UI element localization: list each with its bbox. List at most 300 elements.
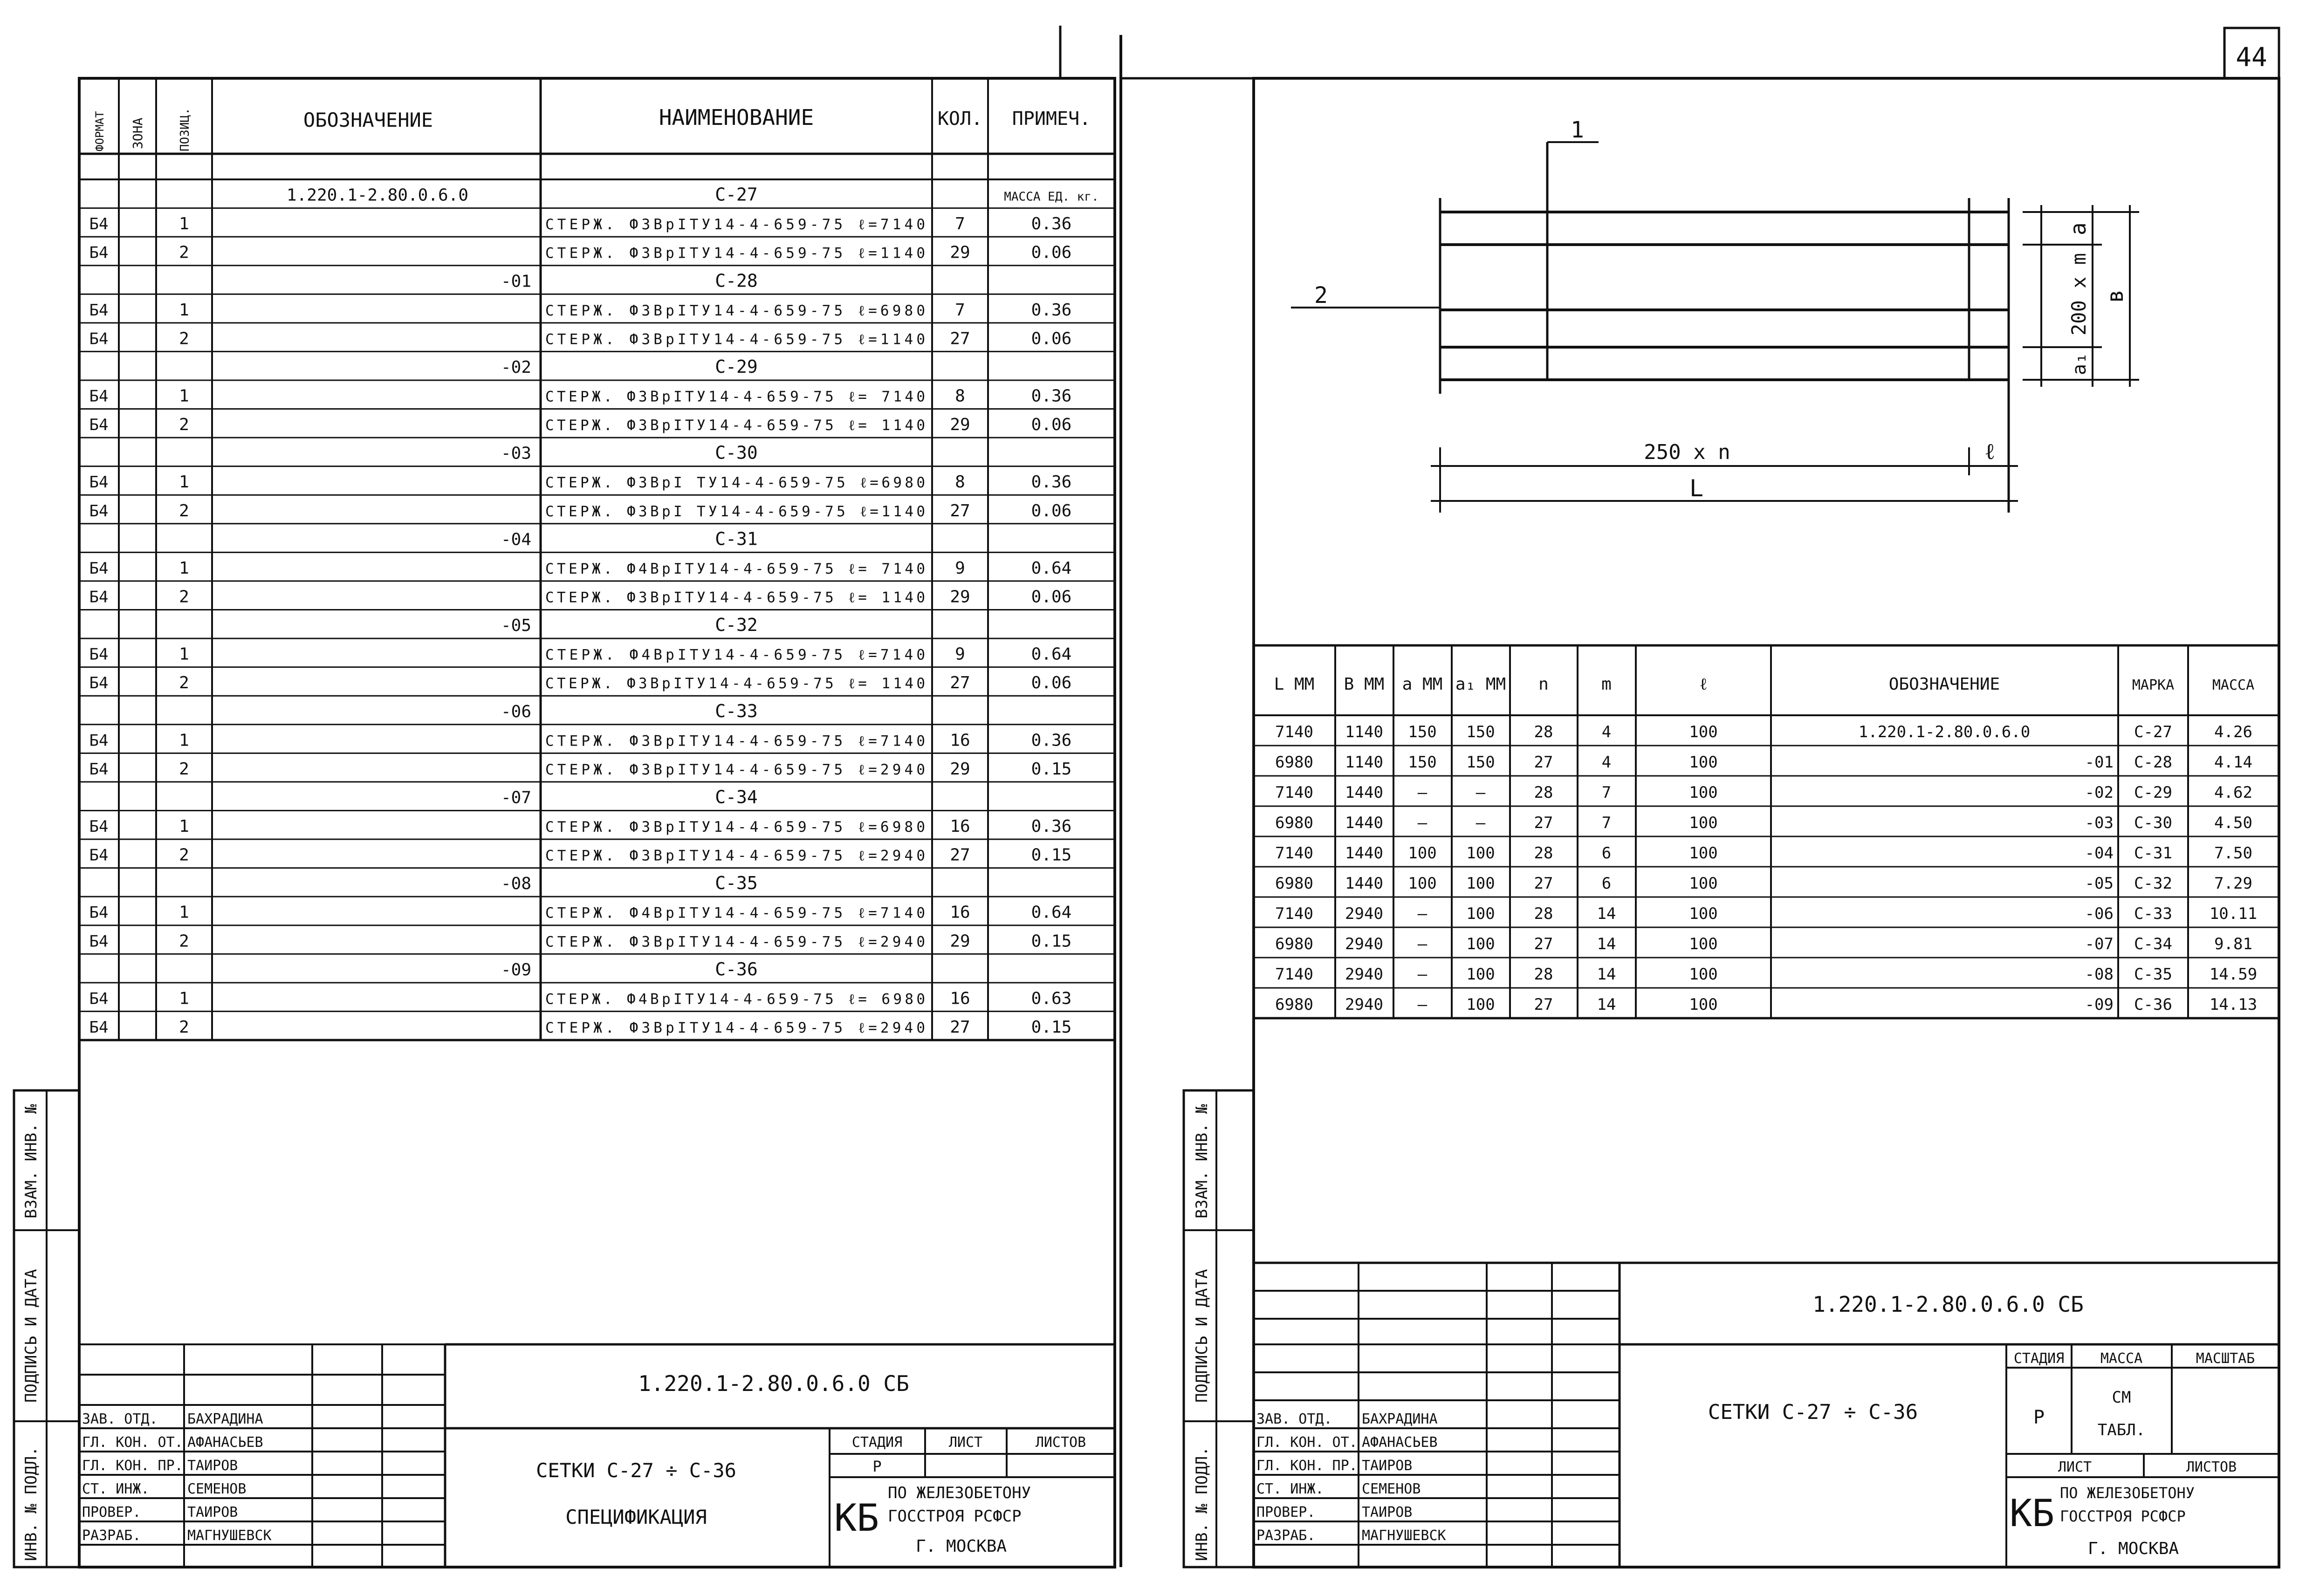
hdr-format: ФОРМАТ [93,111,106,151]
staff-name: АФАНАСЬЕВ [187,1434,263,1451]
staff-role: ГЛ. КОН. ОТ. [1256,1434,1358,1451]
cell-format: Б4 [89,817,109,836]
cell-mass: 7.50 [2214,843,2252,863]
cell-name: СТЕРЖ. Ф3ВрIТУ14-4-659-75 ℓ=6980 [545,302,925,319]
cell-qty: 27 [950,1017,970,1037]
cell-n: 27 [1534,934,1553,953]
cell-a1: 100 [1466,965,1495,984]
cell-mark: С-31 [2134,843,2172,863]
left-stage-header: СТАДИЯ [851,1434,903,1451]
cell-name: С-30 [715,442,758,463]
hdr-note: ПРИМЕЧ. [1012,108,1091,130]
callout-1: 1 [1571,117,1584,143]
staff-role: ГЛ. КОН. ПР. [1256,1458,1358,1474]
staff-role: ПРОВЕР. [1256,1504,1316,1521]
cell-n: 28 [1534,722,1553,741]
left-doc-code: 1.220.1-2.80.0.6.0 СБ [638,1371,909,1396]
cell-name: СТЕРЖ. Ф3ВрIТУ14-4-659-75 ℓ=7140 [545,733,925,750]
staff-role: ПРОВЕР. [82,1504,141,1521]
cell-d: -07 [2085,934,2114,953]
cell-qty: 8 [955,386,965,406]
cell-mark: С-28 [2134,753,2172,772]
cell-b: 1140 [1345,722,1383,741]
right-sheet-header: ЛИСТ [2058,1459,2092,1475]
right-sheet [1121,28,2279,1567]
cell-mark: С-33 [2134,904,2172,923]
cell-position: 2 [179,932,189,951]
cell-designation: -08 [501,874,531,894]
staff-role: ЗАВ. ОТД. [1256,1411,1332,1427]
cell-a1: — [1476,783,1486,802]
cell-m: 4 [1601,753,1612,772]
cell-note: 0.64 [1031,644,1072,664]
cell-a: — [1417,783,1428,802]
column-header: МАРКА [2132,677,2175,693]
cell-l: 100 [1689,843,1718,863]
cell-position: 1 [179,903,189,922]
cell-n: 27 [1534,874,1553,893]
cell-d: -01 [2085,753,2114,772]
left-title-line1: СЕТКИ С-27 ÷ С-36 [536,1459,736,1482]
cell-mark: С-29 [2134,783,2172,802]
cell-mass: 14.59 [2209,965,2258,984]
column-header: ℓ [1699,675,1708,694]
cell-qty: 29 [950,932,970,951]
cell-l: 6980 [1275,995,1313,1014]
cell-note: 0.36 [1031,214,1072,234]
cell-qty: 27 [950,501,970,521]
cell-name: СТЕРЖ. Ф4ВрIТУ14-4-659-75 ℓ=7140 [545,904,925,922]
cell-a: — [1417,904,1428,923]
cell-designation: 1.220.1-2.80.0.6.0 [286,185,469,205]
cell-format: Б4 [89,329,109,349]
column-header: a₁ ММ [1455,675,1506,694]
cell-l: 100 [1689,904,1718,923]
cell-n: 27 [1534,753,1553,772]
cell-note: 0.06 [1031,673,1072,693]
staff-role: СТ. ИНЖ. [1256,1481,1324,1497]
cell-format: Б4 [89,903,109,922]
cell-format: Б4 [89,760,109,779]
cell-a1: — [1476,813,1486,832]
cell-position: 2 [179,673,189,693]
cell-a: 100 [1408,843,1437,863]
cell-mass: 4.62 [2214,783,2252,802]
cell-a1: 100 [1466,995,1495,1014]
cell-a1: 150 [1466,753,1495,772]
cell-name: СТЕРЖ. Ф3ВрIТУ14-4-659-75 ℓ=1140 [545,331,925,348]
cell-n: 27 [1534,813,1553,832]
cell-note: МАССА ЕД. кг. [1004,190,1099,204]
cell-qty: 27 [950,329,970,349]
right-sheets-header: ЛИСТОВ [2186,1459,2237,1475]
cell-format: Б4 [89,1018,109,1037]
cell-position: 2 [179,501,189,521]
cell-position: 1 [179,386,189,406]
cell-mass: 14.13 [2209,995,2258,1014]
right-stage-header: СТАДИЯ [2013,1350,2065,1367]
cell-n: 27 [1534,995,1553,1014]
cell-qty: 8 [955,473,965,492]
dim-a1: a₁ [2069,352,2090,375]
cell-n: 28 [1534,965,1553,984]
cell-l: 7140 [1275,843,1313,863]
right-title: СЕТКИ С-27 ÷ С-36 [1708,1400,1918,1424]
cell-position: 1 [179,731,189,750]
cell-l: 100 [1689,874,1718,893]
cell-format: Б4 [89,215,109,234]
hdr-qty: КОЛ. [937,108,983,130]
staff-name: СЕМЕНОВ [187,1481,247,1497]
staff-name: БАХРАДИНА [1362,1411,1438,1427]
cell-qty: 7 [955,300,965,320]
right-mark-table [1254,645,2279,1018]
staff-role: РАЗРАБ. [82,1528,141,1544]
cell-b: 2940 [1345,995,1383,1014]
cell-note: 0.36 [1031,300,1072,320]
staff-name: МАГНУШЕВСК [1362,1528,1446,1544]
cell-name: СТЕРЖ. Ф4ВрIТУ14-4-659-75 ℓ= 6980 [545,991,925,1008]
cell-name: СТЕРЖ. Ф3ВрIТУ14-4-659-75 ℓ=6980 [545,819,925,836]
cell-mass: 4.26 [2214,722,2252,741]
cell-m: 7 [1601,783,1612,802]
cell-name: С-35 [715,873,758,894]
cell-position: 1 [179,989,189,1008]
cell-d: -08 [2085,965,2114,984]
cell-l: 6980 [1275,813,1313,832]
cell-d: -05 [2085,874,2114,893]
right-org-mark: КБ [2010,1492,2055,1535]
cell-note: 0.36 [1031,386,1072,406]
cell-format: Б4 [89,674,109,693]
cell-qty: 29 [950,243,970,262]
cell-name: СТЕРЖ. Ф3ВрIТУ14-4-659-75 ℓ=2940 [545,847,925,864]
cell-format: Б4 [89,559,109,578]
cell-position: 1 [179,473,189,492]
cell-format: Б4 [89,473,109,492]
cell-name: С-29 [715,356,758,377]
cell-note: 0.06 [1031,501,1072,521]
cell-name: СТЕРЖ. Ф3ВрI ТУ14-4-659-75 ℓ=6980 [545,474,925,492]
cell-position: 1 [179,300,189,320]
cell-l: 100 [1689,934,1718,953]
cell-mark: С-34 [2134,934,2172,953]
column-header: n [1538,675,1549,694]
staff-name: МАГНУШЕВСК [187,1528,272,1544]
cell-b: 2940 [1345,934,1383,953]
cell-d: -03 [2085,813,2114,832]
cell-b: 1440 [1345,813,1383,832]
cell-name: С-27 [715,184,758,205]
cell-l: 100 [1689,813,1718,832]
staff-role: СТ. ИНЖ. [82,1481,150,1497]
cell-l: 6980 [1275,874,1313,893]
cell-a: — [1417,995,1428,1014]
cell-mass: 9.81 [2214,934,2252,953]
cell-designation: -06 [501,702,531,721]
cell-b: 2940 [1345,965,1383,984]
cell-position: 2 [179,759,189,779]
cell-note: 0.06 [1031,415,1072,435]
dim-pitch-vertical: 200 x m [2067,253,2090,336]
right-title-block [1254,1263,2279,1567]
column-header: L ММ [1274,675,1315,694]
cell-a: 100 [1408,874,1437,893]
staff-name: ТАИРОВ [187,1458,238,1474]
cell-name: СТЕРЖ. Ф3ВрIТУ14-4-659-75 ℓ= 1140 [545,417,925,434]
cell-qty: 9 [955,644,965,664]
cell-l: 6980 [1275,753,1313,772]
cell-d: -06 [2085,904,2114,923]
cell-name: СТЕРЖ. Ф3ВрIТУ14-4-659-75 ℓ= 7140 [545,388,925,405]
cell-designation: -02 [501,357,531,377]
cell-designation: -04 [501,530,531,549]
cell-position: 2 [179,845,189,865]
side-label-inv-right: ИНВ. № ПОДЛ. [1193,1446,1211,1561]
staff-name: ТАИРОВ [187,1504,238,1521]
cell-l: 7140 [1275,783,1313,802]
dim-a: a [2066,222,2091,235]
cell-qty: 27 [950,673,970,693]
cell-a: — [1417,934,1428,953]
hdr-designation: ОБОЗНАЧЕНИЕ [303,109,433,131]
column-header: a ММ [1402,675,1443,694]
cell-note: 0.36 [1031,817,1072,836]
cell-format: Б4 [89,501,109,521]
cell-m: 4 [1601,722,1612,741]
cell-note: 0.36 [1031,473,1072,492]
left-org-line1: ПО ЖЕЛЕЗОБЕТОНУ [888,1484,1031,1502]
staff-name: СЕМЕНОВ [1362,1481,1421,1497]
cell-a1: 100 [1466,874,1495,893]
cell-l: 7140 [1275,904,1313,923]
cell-format: Б4 [89,846,109,865]
mesh-drawing [1291,117,2139,513]
cell-name: СТЕРЖ. Ф3ВрIТУ14-4-659-75 ℓ=2940 [545,1019,925,1036]
cell-m: 6 [1601,874,1612,893]
cell-designation: -05 [501,616,531,636]
side-label-vzam-right: ВЗАМ. ИНВ. № [1193,1104,1211,1219]
staff-name: ТАИРОВ [1362,1504,1413,1521]
cell-d: 1.220.1-2.80.0.6.0 [1858,722,2031,741]
cell-designation: -01 [501,272,531,291]
cell-designation: -09 [501,960,531,980]
cell-d: -09 [2085,995,2114,1014]
cell-qty: 7 [955,214,965,234]
callout-2: 2 [1314,282,1328,308]
right-org-line1: ПО ЖЕЛЕЗОБЕТОНУ [2060,1484,2195,1502]
staff-role: ГЛ. КОН. ОТ. [82,1434,183,1451]
cell-m: 7 [1601,813,1612,832]
right-org-line2: ГОССТРОЯ РСФСР [2060,1507,2186,1525]
cell-a1: 100 [1466,843,1495,863]
right-mass-value-2: ТАБЛ. [2097,1421,2146,1439]
side-label-inv: ИНВ. № ПОДЛ. [22,1446,41,1561]
cell-name: СТЕРЖ. Ф3ВрIТУ14-4-659-75 ℓ=7140 [545,216,925,233]
staff-role: ЗАВ. ОТД. [82,1411,158,1427]
column-header: В ММ [1344,675,1385,694]
cell-name: С-32 [715,615,758,636]
cell-mass: 4.50 [2214,813,2252,832]
cell-b: 1140 [1345,753,1383,772]
cell-note: 0.36 [1031,731,1072,750]
right-scale-header: МАСШТАБ [2196,1350,2255,1367]
cell-d: -04 [2085,843,2114,863]
right-mass-header: МАССА [2100,1350,2143,1367]
cell-qty: 29 [950,587,970,607]
right-stage-value: Р [2033,1407,2045,1428]
cell-qty: 29 [950,759,970,779]
cell-l: 100 [1689,783,1718,802]
cell-b: 1440 [1345,843,1383,863]
cell-b: 2940 [1345,904,1383,923]
cell-a: 150 [1408,753,1437,772]
cell-name: С-31 [715,528,758,549]
cell-format: Б4 [89,932,109,951]
hdr-pos: ПОЗИЦ. [178,108,192,151]
cell-mass: 10.11 [2209,904,2258,923]
cell-format: Б4 [89,731,109,750]
cell-n: 28 [1534,843,1553,863]
left-org-line2: ГОССТРОЯ РСФСР [888,1507,1022,1526]
cell-m: 6 [1601,843,1612,863]
cell-m: 14 [1597,995,1616,1014]
cell-qty: 27 [950,845,970,865]
cell-position: 2 [179,1017,189,1037]
dim-l-small: ℓ [1984,438,1995,465]
cell-position: 1 [179,644,189,664]
dim-b: в [2102,289,2128,303]
staff-role: РАЗРАБ. [1256,1528,1316,1544]
staff-name: АФАНАСЬЕВ [1362,1434,1438,1451]
cell-format: Б4 [89,301,109,320]
right-org-line3: Г. МОСКВА [2088,1539,2179,1558]
cell-b: 1440 [1345,874,1383,893]
cell-mark: С-32 [2134,874,2172,893]
cell-note: 0.64 [1031,558,1072,578]
cell-mark: С-36 [2134,995,2172,1014]
cell-l: 100 [1689,753,1718,772]
column-header: ОБОЗНАЧЕНИЕ [1888,675,2000,694]
cell-note: 0.06 [1031,329,1072,349]
left-title-line2: СПЕЦИФИКАЦИЯ [565,1506,707,1528]
cell-m: 14 [1597,965,1616,984]
cell-name: СТЕРЖ. Ф3ВрIТУ14-4-659-75 ℓ=1140 [545,245,925,262]
staff-name: БАХРАДИНА [187,1411,263,1427]
cell-note: 0.06 [1031,587,1072,607]
right-mass-value-1: СМ [2112,1388,2131,1407]
cell-b: 1440 [1345,783,1383,802]
cell-mass: 7.29 [2214,874,2252,893]
cell-format: Б4 [89,588,109,607]
cell-note: 0.15 [1031,932,1072,951]
hdr-zone: ЗОНА [130,117,145,149]
cell-name: С-28 [715,270,758,291]
left-stage-value: Р [872,1458,882,1475]
column-header: МАССА [2212,677,2255,693]
cell-name: СТЕРЖ. Ф3ВрI ТУ14-4-659-75 ℓ=1140 [545,503,925,520]
side-label-vzam: ВЗАМ. ИНВ. № [22,1104,41,1219]
dim-pitch-horizontal: 250 x n [1644,440,1730,464]
cell-note: 0.15 [1031,759,1072,779]
cell-name: СТЕРЖ. Ф4ВрIТУ14-4-659-75 ℓ=7140 [545,646,925,664]
staff-name: ТАИРОВ [1362,1458,1413,1474]
cell-qty: 16 [950,989,970,1008]
cell-mark: С-27 [2134,722,2172,741]
cell-a: — [1417,813,1428,832]
cell-note: 0.15 [1031,845,1072,865]
cell-l: 100 [1689,965,1718,984]
cell-position: 2 [179,243,189,262]
cell-designation: -07 [501,788,531,808]
cell-designation: -03 [501,444,531,463]
cell-qty: 29 [950,415,970,435]
cell-m: 14 [1597,934,1616,953]
cell-d: -02 [2085,783,2114,802]
hdr-name: НАИМЕНОВАНИЕ [659,105,814,130]
cell-format: Б4 [89,416,109,435]
cell-qty: 16 [950,731,970,750]
right-doc-code: 1.220.1-2.80.0.6.0 СБ [1812,1292,2084,1317]
cell-note: 0.63 [1031,989,1072,1008]
cell-name: СТЕРЖ. Ф3ВрIТУ14-4-659-75 ℓ= 1140 [545,589,925,606]
cell-format: Б4 [89,243,109,262]
cell-qty: 9 [955,558,965,578]
cell-n: 28 [1534,783,1553,802]
dim-l-total: L [1689,475,1704,502]
side-label-podpis: ПОДПИСЬ И ДАТА [22,1269,41,1403]
cell-qty: 16 [950,903,970,922]
cell-l: 7140 [1275,965,1313,984]
cell-name: С-36 [715,959,758,980]
cell-m: 14 [1597,904,1616,923]
cell-position: 1 [179,214,189,234]
cell-format: Б4 [89,645,109,664]
staff-role: ГЛ. КОН. ПР. [82,1458,183,1474]
cell-note: 0.06 [1031,243,1072,262]
cell-note: 0.64 [1031,903,1072,922]
side-label-podpis-right: ПОДПИСЬ И ДАТА [1193,1269,1211,1403]
cell-mass: 4.14 [2214,753,2252,772]
cell-position: 1 [179,817,189,836]
cell-format: Б4 [89,989,109,1008]
left-sheet-header: ЛИСТ [948,1434,983,1451]
cell-a1: 150 [1466,722,1495,741]
column-header: m [1601,675,1612,694]
cell-mark: С-30 [2134,813,2172,832]
cell-name: СТЕРЖ. Ф3ВрIТУ14-4-659-75 ℓ= 1140 [545,675,925,692]
cell-n: 28 [1534,904,1553,923]
cell-format: Б4 [89,387,109,406]
cell-l: 7140 [1275,722,1313,741]
cell-position: 2 [179,415,189,435]
cell-a: 150 [1408,722,1437,741]
sheet-number: 44 [2236,42,2267,73]
cell-a: — [1417,965,1428,984]
cell-name: СТЕРЖ. Ф4ВрIТУ14-4-659-75 ℓ= 7140 [545,560,925,577]
cell-l: 100 [1689,995,1718,1014]
cell-note: 0.15 [1031,1017,1072,1037]
left-org-mark: КБ [834,1496,879,1540]
cell-l: 6980 [1275,934,1313,953]
left-sheets-header: ЛИСТОВ [1035,1434,1086,1451]
cell-qty: 16 [950,817,970,836]
cell-position: 2 [179,329,189,349]
cell-position: 1 [179,558,189,578]
cell-name: С-33 [715,700,758,721]
left-title-block [79,1344,1115,1567]
cell-name: СТЕРЖ. Ф3ВрIТУ14-4-659-75 ℓ=2940 [545,761,925,778]
